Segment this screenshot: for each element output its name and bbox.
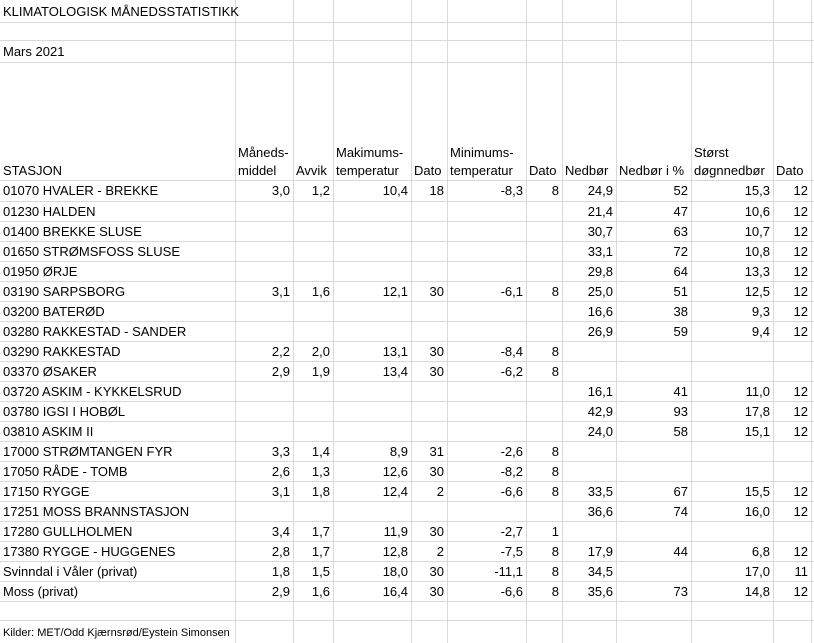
cell-nedbor: 29,8 — [587, 264, 613, 279]
cell-station-name: 03290 RAKKESTAD — [3, 344, 121, 359]
cell-nedbor-pct: 63 — [673, 224, 688, 239]
cell-nedbor-pct: 74 — [673, 504, 688, 519]
cell-dognnedbor-dato: 11 — [794, 564, 808, 579]
grid-row-line — [0, 321, 814, 322]
cell-nedbor-pct: 59 — [673, 324, 688, 339]
cell-maks-temp: 8,9 — [389, 444, 408, 459]
cell-station-name: 03190 SARPSBORG — [3, 284, 126, 299]
cell-nedbor: 21,4 — [587, 204, 613, 219]
cell-dognnedbor: 12,5 — [744, 284, 770, 299]
cell-avvik: 2,0 — [311, 344, 330, 359]
cell-maanedsmiddel: 3,3 — [271, 444, 290, 459]
cell-maks-temp: 12,1 — [382, 284, 408, 299]
cell-dognnedbor: 10,6 — [744, 204, 770, 219]
cell-dognnedbor-dato: 12 — [793, 324, 808, 339]
cell-maks-dato: 30 — [429, 584, 444, 599]
cell-maks-dato: 31 — [429, 444, 444, 459]
header-nedbor-pct: Nedbør i % — [619, 163, 685, 178]
cell-maanedsmiddel: 3,1 — [271, 284, 290, 299]
header-max-line2: temperatur — [336, 163, 399, 178]
period-label: Mars 2021 — [3, 44, 65, 59]
cell-dognnedbor: 16,0 — [744, 504, 770, 519]
cell-nedbor-pct: 47 — [673, 204, 688, 219]
cell-min-temp: -8,2 — [500, 464, 523, 479]
cell-station-name: 03200 BATERØD — [3, 304, 105, 319]
cell-min-temp: -2,7 — [500, 524, 523, 539]
cell-avvik: 1,8 — [311, 484, 330, 499]
cell-maks-dato: 2 — [436, 484, 444, 499]
cell-station-name: 17000 STRØMTANGEN FYR — [3, 444, 173, 459]
cell-maanedsmiddel: 2,9 — [271, 584, 290, 599]
grid-row-line — [0, 221, 814, 222]
header-min-dato: Dato — [529, 163, 557, 178]
grid-row-line — [0, 180, 814, 181]
header-mean-line1: Måneds- — [238, 145, 289, 160]
cell-dognnedbor-dato: 12 — [793, 224, 808, 239]
cell-dognnedbor: 15,1 — [744, 424, 770, 439]
cell-maanedsmiddel: 1,8 — [271, 564, 290, 579]
header-daily-line2: døgnnedbør — [694, 163, 765, 178]
cell-maks-dato: 30 — [429, 524, 444, 539]
cell-nedbor-pct: 58 — [673, 424, 688, 439]
grid-row-line — [0, 601, 814, 602]
cell-nedbor: 16,1 — [587, 384, 613, 399]
cell-avvik: 1,7 — [311, 544, 330, 559]
grid-row-line — [0, 401, 814, 402]
cell-nedbor: 26,9 — [587, 324, 613, 339]
cell-nedbor: 17,9 — [587, 544, 613, 559]
cell-nedbor: 33,5 — [587, 484, 613, 499]
cell-nedbor-pct: 51 — [673, 284, 688, 299]
cell-station-name: 17280 GULLHOLMEN — [3, 524, 133, 539]
cell-station-name: 01070 HVALER - BREKKE — [3, 183, 159, 198]
cell-dognnedbor: 17,0 — [744, 564, 770, 579]
header-daily-dato: Dato — [776, 163, 804, 178]
cell-min-dato: 1 — [551, 524, 559, 539]
grid-row-line — [0, 541, 814, 542]
cell-station-name: 17050 RÅDE - TOMB — [3, 464, 128, 479]
cell-min-dato: 8 — [551, 464, 559, 479]
cell-dognnedbor-dato: 12 — [793, 183, 808, 198]
cell-dognnedbor-dato: 12 — [793, 504, 808, 519]
cell-maks-temp: 18,0 — [382, 564, 408, 579]
header-max-line1: Makimums- — [336, 145, 404, 160]
cell-dognnedbor: 15,5 — [744, 484, 770, 499]
cell-nedbor-pct: 44 — [673, 544, 688, 559]
cell-min-dato: 8 — [551, 544, 559, 559]
cell-maks-dato: 30 — [429, 344, 444, 359]
cell-station-name: Svinndal i Våler (privat) — [3, 564, 138, 579]
header-daily-line1: Størst — [694, 145, 729, 160]
cell-station-name: Moss (privat) — [3, 584, 79, 599]
cell-min-dato: 8 — [551, 183, 559, 198]
cell-avvik: 1,3 — [311, 464, 330, 479]
cell-dognnedbor-dato: 12 — [793, 244, 808, 259]
grid-row-line — [0, 40, 814, 41]
grid-row-line — [0, 261, 814, 262]
cell-dognnedbor: 14,8 — [744, 584, 770, 599]
cell-dognnedbor: 11,0 — [745, 384, 770, 399]
cell-nedbor: 25,0 — [587, 284, 613, 299]
cell-avvik: 1,5 — [311, 564, 330, 579]
cell-station-name: 01400 BREKKE SLUSE — [3, 224, 142, 239]
cell-min-dato: 8 — [551, 584, 559, 599]
cell-dognnedbor-dato: 12 — [793, 484, 808, 499]
grid-row-line — [0, 301, 814, 302]
cell-min-temp: -6,2 — [500, 364, 523, 379]
cell-maks-temp: 10,4 — [382, 183, 408, 198]
grid-row-line — [0, 241, 814, 242]
cell-station-name: 17251 MOSS BRANNSTASJON — [3, 504, 190, 519]
grid-row-line — [0, 421, 814, 422]
cell-nedbor: 16,6 — [587, 304, 613, 319]
grid-row-line — [0, 441, 814, 442]
cell-dognnedbor: 9,4 — [751, 324, 770, 339]
cell-min-temp: -8,4 — [500, 344, 523, 359]
grid-row-line — [0, 581, 814, 582]
cell-dognnedbor-dato: 12 — [793, 404, 808, 419]
cell-nedbor: 35,6 — [587, 584, 613, 599]
cell-dognnedbor-dato: 12 — [793, 304, 808, 319]
cell-maks-temp: 12,4 — [382, 484, 408, 499]
cell-dognnedbor: 10,8 — [744, 244, 770, 259]
cell-maks-temp: 13,4 — [382, 364, 408, 379]
cell-nedbor-pct: 73 — [673, 584, 688, 599]
cell-dognnedbor: 6,8 — [751, 544, 770, 559]
cell-min-dato: 8 — [551, 444, 559, 459]
cell-maks-temp: 13,1 — [382, 344, 408, 359]
cell-nedbor-pct: 38 — [673, 304, 688, 319]
cell-dognnedbor: 10,7 — [744, 224, 770, 239]
grid-row-line — [0, 381, 814, 382]
cell-min-temp: -6,6 — [500, 584, 523, 599]
cell-avvik: 1,7 — [311, 524, 330, 539]
cell-dognnedbor-dato: 12 — [793, 424, 808, 439]
cell-dognnedbor-dato: 12 — [793, 284, 808, 299]
header-min-line1: Minimums- — [450, 145, 514, 160]
cell-nedbor: 33,1 — [587, 244, 613, 259]
header-nedbor: Nedbør — [565, 163, 609, 178]
cell-maks-temp: 12,8 — [382, 544, 408, 559]
cell-min-temp: -6,1 — [500, 284, 523, 299]
cell-maks-dato: 2 — [436, 544, 444, 559]
cell-dognnedbor-dato: 12 — [793, 264, 808, 279]
grid-row-line — [0, 561, 814, 562]
sheet-title: KLIMATOLOGISK MÅNEDSSTATISTIKK — [3, 4, 239, 19]
grid-row-line — [0, 22, 814, 23]
header-min-line2: temperatur — [450, 163, 513, 178]
cell-avvik: 1,6 — [311, 284, 330, 299]
cell-min-dato: 8 — [551, 484, 559, 499]
cell-maanedsmiddel: 2,8 — [271, 544, 290, 559]
header-avvik: Avvik — [296, 163, 327, 178]
cell-station-name: 17380 RYGGE - HUGGENES — [3, 544, 176, 559]
cell-maks-dato: 30 — [429, 464, 444, 479]
cell-station-name: 03810 ASKIM II — [3, 424, 94, 439]
cell-min-temp: -11,1 — [494, 564, 523, 579]
grid-row-line — [0, 521, 814, 522]
cell-station-name: 03370 ØSAKER — [3, 364, 97, 379]
cell-min-temp: -8,3 — [500, 183, 523, 198]
cell-station-name: 01950 ØRJE — [3, 264, 78, 279]
cell-maks-dato: 30 — [429, 364, 444, 379]
cell-dognnedbor-dato: 12 — [793, 204, 808, 219]
cell-dognnedbor: 17,8 — [744, 404, 770, 419]
grid-row-line — [0, 341, 814, 342]
cell-maks-dato: 30 — [429, 564, 444, 579]
cell-nedbor: 34,5 — [587, 564, 613, 579]
cell-min-dato: 8 — [551, 344, 559, 359]
cell-avvik: 1,9 — [311, 364, 330, 379]
cell-dognnedbor: 13,3 — [744, 264, 770, 279]
cell-avvik: 1,4 — [311, 444, 330, 459]
cell-min-dato: 8 — [551, 284, 559, 299]
cell-nedbor-pct: 72 — [673, 244, 688, 259]
cell-maanedsmiddel: 2,2 — [271, 344, 290, 359]
cell-maks-dato: 30 — [429, 284, 444, 299]
cell-min-temp: -7,5 — [500, 544, 523, 559]
source-footer: Kilder: MET/Odd Kjærnsrød/Eystein Simonsen — [3, 627, 230, 639]
grid-row-line — [0, 481, 814, 482]
cell-nedbor: 30,7 — [587, 224, 613, 239]
cell-min-dato: 8 — [551, 564, 559, 579]
cell-maks-temp: 12,6 — [382, 464, 408, 479]
grid-row-line — [0, 461, 814, 462]
cell-dognnedbor-dato: 12 — [793, 384, 808, 399]
cell-maanedsmiddel: 3,4 — [271, 524, 290, 539]
cell-avvik: 1,2 — [311, 183, 330, 198]
cell-nedbor: 24,0 — [587, 424, 613, 439]
cell-dognnedbor: 15,3 — [744, 183, 770, 198]
cell-station-name: 17150 RYGGE — [3, 484, 90, 499]
cell-maks-dato: 18 — [429, 183, 444, 198]
cell-station-name: 01650 STRØMSFOSS SLUSE — [3, 244, 181, 259]
cell-nedbor: 42,9 — [587, 404, 613, 419]
grid-row-line — [0, 501, 814, 502]
cell-station-name: 03720 ASKIM - KYKKELSRUD — [3, 384, 182, 399]
grid-row-line — [0, 201, 814, 202]
cell-maks-temp: 16,4 — [382, 584, 408, 599]
cell-station-name: 01230 HALDEN — [3, 204, 96, 219]
header-stasjon: STASJON — [3, 163, 62, 178]
cell-nedbor: 36,6 — [587, 504, 613, 519]
cell-dognnedbor: 9,3 — [751, 304, 770, 319]
cell-nedbor-pct: 41 — [673, 384, 688, 399]
cell-nedbor-pct: 67 — [673, 484, 688, 499]
cell-maks-temp: 11,9 — [383, 524, 408, 539]
cell-maanedsmiddel: 2,9 — [271, 364, 290, 379]
cell-min-temp: -2,6 — [500, 444, 523, 459]
cell-avvik: 1,6 — [311, 584, 330, 599]
cell-station-name: 03280 RAKKESTAD - SANDER — [3, 324, 187, 339]
cell-station-name: 03780 IGSI I HOBØL — [3, 404, 126, 419]
grid-row-line — [0, 620, 814, 621]
cell-nedbor: 24,9 — [587, 183, 613, 198]
cell-nedbor-pct: 64 — [673, 264, 688, 279]
cell-min-temp: -6,6 — [500, 484, 523, 499]
cell-nedbor-pct: 93 — [673, 404, 688, 419]
cell-nedbor-pct: 52 — [673, 183, 688, 198]
cell-dognnedbor-dato: 12 — [793, 544, 808, 559]
header-mean-line2: middel — [238, 163, 277, 178]
header-max-dato: Dato — [414, 163, 442, 178]
grid-row-line — [0, 361, 814, 362]
cell-maanedsmiddel: 3,1 — [271, 484, 290, 499]
grid-row-line — [0, 281, 814, 282]
cell-dognnedbor-dato: 12 — [793, 584, 808, 599]
grid-row-line — [0, 62, 814, 63]
cell-min-dato: 8 — [551, 364, 559, 379]
cell-maanedsmiddel: 3,0 — [271, 183, 290, 198]
cell-maanedsmiddel: 2,6 — [271, 464, 290, 479]
